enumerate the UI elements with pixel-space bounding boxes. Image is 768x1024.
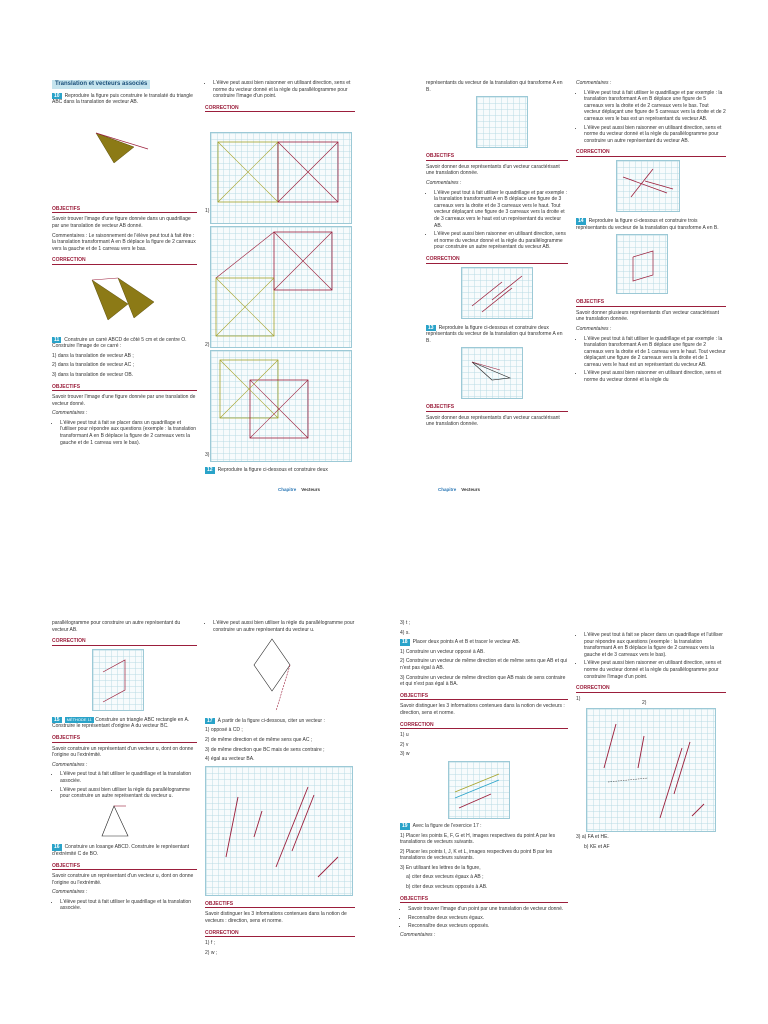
label-1: 1) xyxy=(576,695,581,702)
objective-item: • Savoir trouver l'image d'un point par une translation de vecteur donné. xyxy=(408,906,568,913)
comment-item: • L'élève peut aussi bien raisonner en utilisant direction, sens et norme du vecteur donné et la règle du parallélogramme pour construire un autre représentant du vecteur AB. xyxy=(434,231,568,251)
answer: 3) a) FA et HE. xyxy=(576,834,609,841)
exercise-text: Reproduire la figure puis construire le translaté du triangle ABC dans la translation de vecteur AB. xyxy=(52,92,193,106)
page-2-right xyxy=(384,512,768,1024)
objectives-text: Savoir distinguer les 3 informations contenues dans la notion de vecteurs : direction, sens et norme. xyxy=(205,911,347,924)
vectors-figure xyxy=(449,762,509,818)
parallelogram-figure xyxy=(617,235,667,293)
objectives-title: OBJECTIFS xyxy=(52,384,197,392)
objectives-text: Savoir construire un représentant d'un vecteur u, dont on donne l'origine ou l'extrémité. xyxy=(52,745,194,759)
exercise-number: 11 xyxy=(54,336,60,343)
page-1-left xyxy=(0,0,384,512)
grid-figure xyxy=(92,649,144,711)
exercise-text: Reproduire la figure ci-dessous et construire deux représentants du vecteur de la translation qui transforme A en B. xyxy=(426,324,563,344)
answer: 3) t ; xyxy=(400,620,411,626)
comment-item: • L'élève peut aussi bien raisonner en utilisant direction, sens et norme du vecteur donné et la règle du parallélogramme pour construire l'image d'un point. xyxy=(584,660,726,680)
exercise-text: Construire un losange ABCD. Construire le représentant d'extrémité C de BO. xyxy=(52,844,190,857)
item: 3) dans la translation de vecteur OB. xyxy=(52,371,134,378)
footer: Chapitre Vecteurs xyxy=(278,487,321,492)
objectives-title: OBJECTIFS xyxy=(52,863,197,871)
squares-figure-1 xyxy=(210,132,350,222)
comment-item: • L'élève peut tout à fait utiliser le quadrillage et par exemple : la translation transformant A en B déplace une figure de 2 carreaux vers la droite et de 1 carreau vers le haut. Tout vecteur déplaçant une figure de 2 carreaux vers la droite et de 1 carreau vers le haut est un représentant du vecteur AB. xyxy=(584,336,726,369)
vectors-figure xyxy=(617,161,679,211)
grid-figure xyxy=(616,234,668,294)
comment-item: • L'élève peut aussi bien raisonner en utilisant direction, sens et norme du vecteur donné et la règle du xyxy=(584,370,726,383)
page-1-right xyxy=(384,0,768,512)
answer: 1) f ; xyxy=(205,940,216,947)
comment-item: • L'élève peut tout à fait utiliser le quadrillage et la translation associée. xyxy=(60,899,197,912)
label-2: 2) xyxy=(205,342,210,348)
answer: 2) w ; xyxy=(205,949,218,956)
triangle-figure xyxy=(462,348,522,398)
comment-item: • L'élève peut aussi bien utiliser la règle du parallélogramme pour construire un autre représentant du vecteur u. xyxy=(60,787,197,800)
method-badge[interactable]: MÉTHODE 11 xyxy=(66,716,92,722)
answer: 1) u xyxy=(400,732,409,739)
exercise-text: Reproduire la figure ci-dessous et construire trois représentants du vecteur de la translation qui transforme A en B. xyxy=(576,217,719,231)
topic-title: Translation et vecteurs associés xyxy=(52,80,150,89)
vectors-figure xyxy=(462,268,532,318)
objectives-title: OBJECTIFS xyxy=(426,153,568,161)
comments-title: Commentaires : xyxy=(52,410,88,417)
objectives-title: OBJECTIFS xyxy=(426,404,568,412)
comments-title: Commentaires : xyxy=(52,761,88,768)
question: 3) En utilisant les lettres de la figure, xyxy=(400,864,481,871)
correction-title: CORRECTION xyxy=(576,685,726,693)
objectives-text: Savoir construire un représentant d'un vecteur u, dont on donne l'origine ou l'extrémité. xyxy=(52,873,194,886)
intro-text: parallélogramme pour construire un autre représentant du vecteur AB. xyxy=(52,620,181,633)
answer: 4) s. xyxy=(400,629,410,636)
exercise-text: Placer deux points A et B et tracer le vecteur AB. xyxy=(412,639,521,646)
item: 1) dans la translation de vecteur AB ; xyxy=(52,352,134,359)
grid-figure xyxy=(616,160,680,212)
item: 3) Construire un vecteur de même direction que AB mais de sens contraire et qui n'est pas égal à BA. xyxy=(400,674,566,688)
exercise-number: 12 xyxy=(207,467,213,473)
exercise-text: Construire un triangle ABC rectangle en A. Construire le représentant d'origine A du vecteur BC. xyxy=(52,716,190,730)
exercise-number: 19 xyxy=(402,822,408,829)
exercise-number: 17 xyxy=(207,717,213,724)
grid-figure xyxy=(448,761,510,819)
vectors-figure xyxy=(206,767,352,895)
correction-figure xyxy=(52,268,172,334)
comment-item: • L'élève peut aussi bien raisonner en utilisant direction, sens et norme du vecteur donné et la règle du parallélogramme pour construire un autre représentant du vecteur AB. xyxy=(584,125,726,145)
objectives-text: Savoir donner deux représentants d'un vecteur caractérisant une translation donnée. xyxy=(426,163,560,177)
exercise-text: Reproduire la figure ci-dessous et construire deux xyxy=(217,467,328,473)
exercise-number: 14 xyxy=(578,217,584,224)
exercise-text: Construire un carré ABCD de côté 5 cm et de centre O. Construire l'image de ce carré : xyxy=(52,336,187,350)
answer: 3) w xyxy=(400,751,410,758)
comment-text: Commentaires : Le raisonnement de l'élève peut tout à fait être : la translation transformant A en B déplace la figure de 2 carreaux vers la gauche et de 1 carreau vers le bas. xyxy=(52,232,196,252)
rhombus-figure xyxy=(240,635,320,715)
objectives-title: OBJECTIFS xyxy=(400,896,568,904)
item: 3) de même direction que BC mais de sens contraire ; xyxy=(205,746,325,753)
comments-title: Commentaires : xyxy=(576,325,612,332)
objectives-text: Savoir donner deux représentants d'un vecteur caractérisant une translation donnée. xyxy=(426,414,560,428)
correction-title: CORRECTION xyxy=(52,638,197,646)
comments-title: Commentaires : xyxy=(52,889,88,896)
page-2-left xyxy=(0,512,384,1024)
correction-title: CORRECTION xyxy=(205,930,355,938)
objective-item: • Reconnaître deux vecteurs égaux. xyxy=(408,915,568,922)
exercise-number: 15 xyxy=(54,716,60,723)
objectives-title: OBJECTIFS xyxy=(52,206,197,214)
correction-title: CORRECTION xyxy=(576,149,726,157)
intro-text: • L'élève peut aussi bien raisonner en utilisant direction, sens et norme du vecteur donné et la règle du parallélogramme pour construire l'image d'un point. xyxy=(213,80,355,100)
item: 2) dans la translation de vecteur AC ; xyxy=(52,362,134,369)
grid-figure xyxy=(205,766,353,896)
squares-figure-2 xyxy=(210,226,350,346)
comments-title: Commentaires : xyxy=(576,80,612,86)
exercise-number: 13 xyxy=(428,324,434,331)
objectives-text: Savoir distinguer les 3 informations contenues dans la notion de vecteurs : direction, sens et norme. xyxy=(400,703,565,716)
objectives-title: OBJECTIFS xyxy=(400,693,568,701)
exercise-number: 10 xyxy=(54,92,60,99)
item: 4) égal au vecteur BA. xyxy=(205,756,255,763)
answer: b) KE et AF xyxy=(584,843,610,850)
label-2: 2) xyxy=(642,700,647,707)
comments-title: Commentaires : xyxy=(426,179,462,186)
objective-item: • Reconnaître deux vecteurs opposés. xyxy=(408,923,568,930)
comment-item: • L'élève peut tout à fait se placer dans un quadrillage et l'utiliser pour répondre aux questions (exemple : la translation transformant A en B déplace la figure de 2 carreaux vers la gauche et de 1 carreau vers le bas). xyxy=(60,420,197,446)
parallelogram-figure xyxy=(93,650,143,710)
exercise-text: À partir de la figure ci-dessous, citer un vecteur : xyxy=(217,717,325,724)
grid-figure xyxy=(476,96,528,148)
triangle-figure xyxy=(90,125,160,169)
vectors-figure xyxy=(586,708,714,830)
grid-figure xyxy=(461,267,533,319)
correction-title: CORRECTION xyxy=(52,257,197,265)
item: 2) de même direction et de même sens que AC ; xyxy=(205,736,313,743)
objectives-title: OBJECTIFS xyxy=(205,901,355,909)
question: 1) Placer les points E, F, G et H, images respectives du point A par les translations de vecteurs suivants. xyxy=(400,832,556,846)
item: 1) Construire un vecteur opposé à AB. xyxy=(400,648,485,655)
item: 1) opposé à CD ; xyxy=(205,727,243,734)
objectives-title: OBJECTIFS xyxy=(52,735,197,743)
comment-item: • L'élève peut tout à fait utiliser le quadrillage et par exemple : la translation transformant A en B déplace une figure de 3 carreaux vers la droite et de 3 carreaux vers le haut. Tout vecteur déplaçant une figure de 3 carreaux vers la droite et de 3 carreaux vers le haut est un représentant du vecteur AB. xyxy=(434,190,568,230)
question: 2) Placer les points I, J, K et L, images respectives du point B par les translations de vecteurs suivants. xyxy=(400,848,553,862)
item: 2) Construire un vecteur de même direction et de même sens que AB et qui n'est pas égal à AB. xyxy=(400,658,568,671)
exercise-number: 18 xyxy=(402,639,408,646)
triangle-figure xyxy=(92,802,152,842)
comment-item: • L'élève peut tout à fait utiliser le quadrillage et la translation associée. xyxy=(60,771,197,784)
squares-figure-3 xyxy=(210,350,350,460)
objectives-title: OBJECTIFS xyxy=(576,299,726,307)
label-3: 3) xyxy=(205,452,210,458)
answer: 2) v xyxy=(400,741,409,748)
grid-figure xyxy=(461,347,523,399)
correction-title: CORRECTION xyxy=(400,722,568,730)
exercise-text: Avec la figure de l'exercice 17 : xyxy=(412,822,482,829)
objectives-text: Savoir donner plusieurs représentants d'un vecteur caractérisant une translation donnée. xyxy=(576,309,719,323)
comments-title: Commentaires : xyxy=(400,932,436,939)
question: b) citer deux vecteurs opposés à AB. xyxy=(406,884,488,891)
question: a) citer deux vecteurs égaux à AB ; xyxy=(406,874,484,881)
objectives-text: Savoir trouver l'image d'une figure donnée dans un quadrillage par une translation de vecteur AB donné. xyxy=(52,216,191,229)
comment-item: • L'élève peut tout à fait se placer dans un quadrillage et l'utiliser pour répondre aux questions (exemple : la translation transformant A en B déplace la figure de 2 carreaux vers la gauche et de 3 carreaux vers le bas). xyxy=(584,632,726,658)
intro-text: représentants du vecteur de la translation qui transforme A en B. xyxy=(426,80,563,93)
exercise-number: 16 xyxy=(54,844,60,851)
correction-title: CORRECTION xyxy=(426,256,568,264)
comment-item: • L'élève peut tout à fait utiliser le quadrillage et par exemple : la translation transformant A en B déplace une figure de 5 carreaux vers la droite et de 2 carreaux vers le bas. Tout vecteur déplaçant une figure de 5 carreaux vers la droite et de 2 carreaux vers le bas est un représentant du vecteur AB. xyxy=(584,90,726,123)
label-1: 1) xyxy=(205,208,210,214)
footer: Chapitre Vecteurs xyxy=(438,487,481,492)
spread-2 xyxy=(0,512,768,1024)
correction-title: CORRECTION xyxy=(205,105,355,113)
objectives-text: Savoir trouver l'image d'une figure donnée par une translation de vecteur donné. xyxy=(52,394,196,407)
intro-text: • L'élève peut aussi bien utiliser la règle du parallélogramme pour construire un autre représentant du vecteur u. xyxy=(213,620,355,633)
